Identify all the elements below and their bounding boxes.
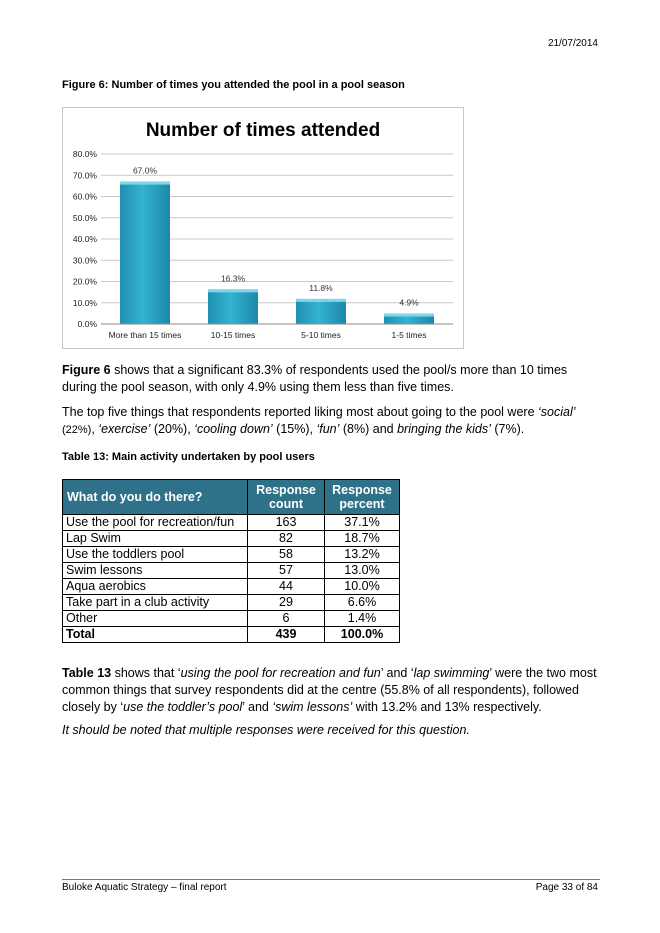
bar-top-highlight: [208, 289, 258, 292]
paragraph-text: shows that a significant 83.3% of respondents used the pool/s more than 10 times during the pool season, with only 4.9% using them less than five times.: [62, 363, 568, 394]
chart-canvas: [63, 108, 463, 348]
paragraph-text: ’ and: [242, 700, 273, 714]
y-tick-label: 10.0%: [72, 297, 97, 308]
percent-cell: 10.0%: [325, 579, 400, 595]
percent-cell: 37.1%: [325, 515, 400, 531]
percent-social: (22%): [62, 424, 92, 436]
percent-cell: 18.7%: [325, 531, 400, 547]
table-row: [63, 611, 400, 627]
y-tick-label: 30.0%: [72, 255, 97, 266]
table-caption: Table 13: Main activity undertaken by pool users: [62, 451, 315, 463]
term-lap-swimming: lap swimming: [413, 666, 490, 680]
paragraph-text: with 13.2% and 13% respectively.: [352, 700, 542, 714]
y-tick-label: 40.0%: [72, 234, 97, 244]
term-social: ‘social’: [538, 405, 576, 419]
bar-top-highlight: [296, 299, 346, 302]
table-header-row: [63, 480, 400, 515]
activity-cell: Swim lessons: [63, 563, 248, 579]
activity-cell: Other: [63, 611, 248, 627]
bar: [208, 289, 258, 324]
count-cell: 29: [248, 595, 325, 611]
activity-cell: Lap Swim: [63, 531, 248, 547]
bar: [296, 299, 346, 324]
column-header-activity: What do you do there?: [63, 480, 248, 515]
term-recreation-fun: using the pool for recreation and fun: [180, 666, 381, 680]
total-label-cell: Total: [63, 627, 248, 643]
count-cell: 44: [248, 579, 325, 595]
paragraph-text: (8%) and: [339, 422, 398, 436]
term-toddlers-pool: use the toddler’s pool: [123, 700, 243, 714]
figure-caption: Figure 6: Number of times you attended the pool in a pool season: [62, 79, 405, 91]
paragraph-note: It should be noted that multiple responses were received for this question.: [62, 723, 470, 737]
y-tick-label: 50.0%: [72, 212, 97, 223]
percent-cell: 13.2%: [325, 547, 400, 563]
bar-top-highlight: [384, 314, 434, 317]
chart-title: Number of times attended: [145, 120, 381, 141]
term-bringing-kids: bringing the kids’: [397, 422, 491, 436]
x-tick-label: 1-5 times: [391, 330, 427, 340]
bar: [120, 182, 170, 324]
page-date: 21/07/2014: [547, 38, 598, 49]
count-cell: 6: [248, 611, 325, 627]
column-header-count: Response count: [248, 480, 325, 515]
table-reference: Table 13: [62, 666, 112, 680]
footer-report-title: Buloke Aquatic Strategy – final report: [62, 882, 227, 893]
paragraph-figure-summary: [62, 362, 602, 396]
footer-divider: [62, 879, 600, 880]
data-label: 4.9%: [399, 297, 419, 308]
count-cell: 82: [248, 531, 325, 547]
paragraph-text: (7%).: [490, 422, 525, 436]
paragraph-top-five: [62, 404, 602, 439]
x-tick-label: 5-10 times: [301, 330, 341, 340]
table-row: [63, 547, 400, 563]
term-fun: ‘fun’: [316, 422, 340, 436]
activity-cell: Take part in a club activity: [63, 595, 248, 611]
x-tick-label: 10-15 times: [210, 330, 256, 340]
table-row: [63, 595, 400, 611]
paragraph-text: ’ and ‘: [380, 666, 414, 680]
table-row: [63, 515, 400, 531]
paragraph-text: (20%),: [150, 422, 195, 436]
paragraph-table-summary: [62, 665, 602, 716]
bar-chart: [62, 107, 464, 349]
paragraph-text: ,: [91, 422, 99, 436]
paragraph-text: The top five things that respondents reported liking most about going to the pool were: [62, 405, 538, 419]
column-header-percent: Response percent: [325, 480, 400, 515]
activity-table: [62, 479, 400, 643]
paragraph-text: ’ were the two most common things that survey respondents did at the centre (55.8% of all respondents), followed closely by ‘: [62, 666, 597, 714]
paragraph-text: (15%),: [272, 422, 317, 436]
activity-cell: Use the toddlers pool: [63, 547, 248, 563]
total-percent-cell: 100.0%: [325, 627, 400, 643]
term-exercise: ‘exercise’: [98, 422, 151, 436]
count-cell: 57: [248, 563, 325, 579]
percent-cell: 1.4%: [325, 611, 400, 627]
data-label: 67.0%: [132, 165, 158, 176]
x-tick-label: More than 15 times: [108, 330, 182, 340]
table-row: [63, 531, 400, 547]
y-tick-label: 0.0%: [77, 319, 97, 329]
y-tick-label: 20.0%: [72, 276, 97, 287]
figure-reference: Figure 6: [62, 363, 111, 377]
activity-cell: Use the pool for recreation/fun: [63, 515, 248, 531]
table-total-row: [63, 627, 400, 643]
total-count-cell: 439: [248, 627, 325, 643]
table-row: [63, 563, 400, 579]
percent-cell: 13.0%: [325, 563, 400, 579]
count-cell: 58: [248, 547, 325, 563]
term-cooling-down: ‘cooling down’: [194, 422, 273, 436]
term-swim-lessons: ‘swim lessons’: [272, 700, 353, 714]
paragraph-text: shows that ‘: [111, 666, 181, 680]
footer-page-number: Page 33 of 84: [535, 882, 598, 893]
y-tick-label: 60.0%: [72, 191, 97, 202]
bar-top-highlight: [120, 182, 170, 185]
table-row: [63, 579, 400, 595]
y-tick-label: 70.0%: [72, 170, 97, 181]
y-tick-label: 80.0%: [72, 149, 97, 159]
count-cell: 163: [248, 515, 325, 531]
data-label: 11.8%: [309, 282, 333, 293]
data-label: 16.3%: [220, 273, 246, 284]
percent-cell: 6.6%: [325, 595, 400, 611]
activity-cell: Aqua aerobics: [63, 579, 248, 595]
